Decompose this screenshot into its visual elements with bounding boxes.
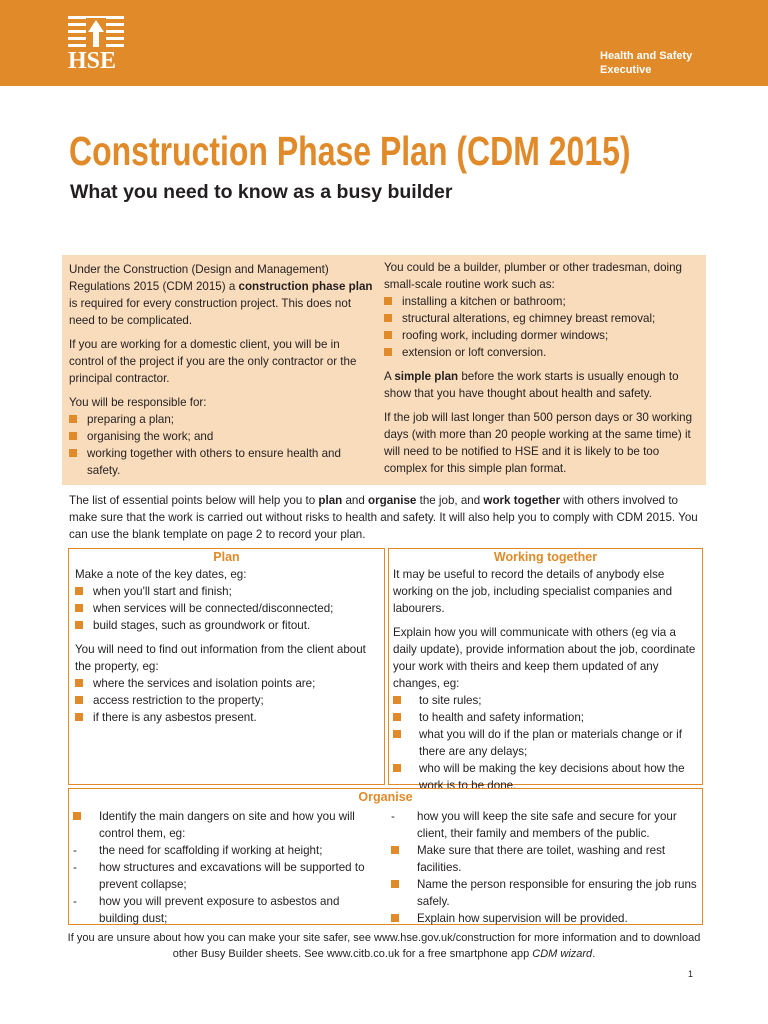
list-item: when you'll start and finish; — [75, 583, 378, 600]
page-number: 1 — [688, 969, 694, 979]
organise-box — [68, 788, 703, 925]
page-title: Construction Phase Plan (CDM 2015) — [69, 128, 631, 174]
working-para-1: It may be useful to record the details of anybody else working on the job, including specialist companies and labourers. — [393, 568, 673, 615]
plan-para-2: You will need to find out information from the client about the property, eg: — [75, 643, 366, 673]
plan-box — [68, 548, 385, 785]
list-item: preparing a plan; — [69, 411, 375, 428]
footer-note: If you are unsure about how you can make your site safer, see www.hse.gov.uk/construction for more information and to download other Busy Builder sheets. See www.citb.co.uk for a free smartphone app CDM wizard. — [67, 932, 701, 960]
summary-para-2: If you are working for a domestic client, you will be in control of the project if you are the only contractor or the principal contractor. — [69, 338, 357, 385]
list-item: if there is any asbestos present. — [75, 709, 378, 726]
list-item: Identify the main dangers on site and how you will control them, eg: — [73, 808, 378, 842]
list-item: extension or loft conversion. — [384, 344, 700, 361]
list-item: working together with others to ensure health and safety. — [69, 445, 375, 479]
list-item: to site rules; — [393, 692, 698, 709]
list-item: Make sure that there are toilet, washing and rest facilities. — [391, 842, 699, 876]
working-together-box — [388, 548, 703, 792]
summary-right — [384, 259, 700, 484]
list-item: roofing work, including dormer windows; — [384, 327, 700, 344]
intro-paragraph: The list of essential points below will help you to plan and organise the job, and work together with others involved to make sure that the work is carried out without risks to health and safety. It will also help you to comply with CDM 2015. You can use the blank template on page 2 to record your plan. — [69, 494, 698, 541]
working-together-heading: Working together — [493, 550, 598, 564]
summary-para-3: You will be responsible for: — [69, 396, 207, 409]
list-item: - how you will prevent exposure to asbestos and building dust; — [73, 893, 378, 927]
list-item: - the need for scaffolding if working at height; — [73, 842, 378, 859]
plan-heading: Plan — [213, 550, 240, 564]
organisation-name: Health and Safety Executive — [600, 50, 693, 76]
list-item: to health and safety information; — [393, 709, 698, 726]
logo-text: HSE — [68, 48, 117, 74]
summary-para-6: If the job will last longer than 500 person days or 30 working days (with more than 20 people working at the same time) it will need to be notified to HSE and it is likely to be too complex for this simple plan format. — [384, 411, 693, 475]
list-item: what you will do if the plan or materials change or if there are any delays; — [393, 726, 698, 760]
summary-para-4: You could be a builder, plumber or other tradesman, doing small-scale routine work such as: — [384, 261, 682, 291]
list-item: where the services and isolation points are; — [75, 675, 378, 692]
page-subtitle: What you need to know as a busy builder — [70, 181, 453, 203]
list-item: - how you will keep the site safe and secure for your client, their family and members of the public. — [391, 808, 699, 842]
organise-heading: Organise — [358, 790, 413, 804]
plan-para-1: Make a note of the key dates, eg: — [75, 568, 247, 581]
list-item: Explain how supervision will be provided. — [391, 910, 699, 927]
house-icon — [86, 18, 106, 48]
list-item: - how structures and excavations will be supported to prevent collapse; — [73, 859, 378, 893]
summary-para-1: Under the Construction (Design and Management) Regulations 2015 (CDM 2015) a construction phase plan is required for every construction project. This does not need to be complicated. — [69, 263, 373, 327]
working-para-2: Explain how you will communicate with others (eg via a daily update), provide information about the job, coordinate your work with theirs and keep them updated of any changes, eg: — [393, 626, 696, 690]
list-item: structural alterations, eg chimney breast removal; — [384, 310, 700, 327]
hse-logo — [68, 16, 126, 73]
summary-box — [62, 255, 706, 485]
list-item: build stages, such as groundwork or fitout. — [75, 617, 378, 634]
list-item: when services will be connected/disconnected; — [75, 600, 378, 617]
list-item: installing a kitchen or bathroom; — [384, 293, 700, 310]
summary-left — [69, 261, 375, 479]
list-item: access restriction to the property; — [75, 692, 378, 709]
list-item: organising the work; and — [69, 428, 375, 445]
list-item: Name the person responsible for ensuring the job runs safely. — [391, 876, 699, 910]
list-item: who will be making the key decisions about how the work is to be done. — [393, 760, 698, 794]
summary-para-5: A simple plan before the work starts is usually enough to show that you have thought about health and safety. — [384, 370, 679, 400]
header-banner — [0, 0, 768, 86]
